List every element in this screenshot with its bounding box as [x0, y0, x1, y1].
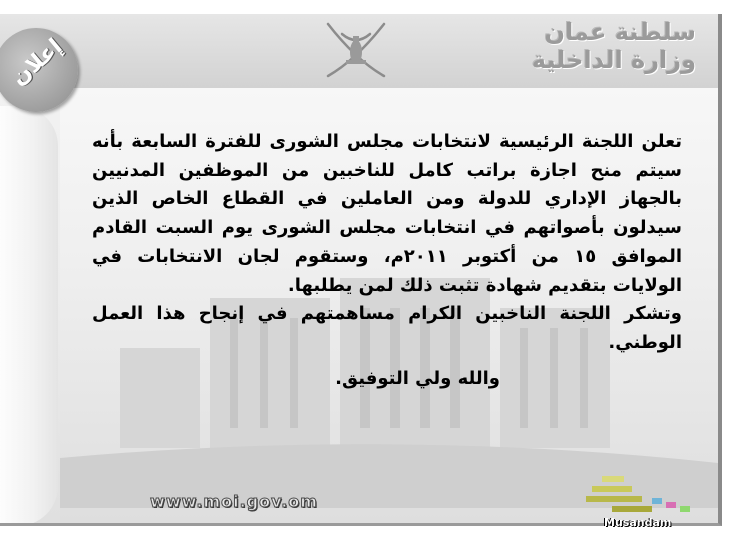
header-line-sultanate: سلطنة عمان [544, 18, 696, 46]
badge-label: إعلان [6, 34, 68, 91]
closing-line: والله ولي التوفيق. [335, 368, 500, 389]
national-emblem-icon [318, 16, 394, 82]
header-banner [0, 14, 718, 91]
announcement-body [60, 88, 718, 526]
announcement-card [0, 14, 722, 526]
announcement-paragraph: وتشكر اللجنة الناخبين الكرام مساهمتهم في إنجاح هذا العمل الوطني. [92, 303, 682, 353]
announcement-paragraph: تعلن اللجنة الرئيسية لانتخابات مجلس الشورى للفترة السابعة بأنه سيتم منح اجازة براتب كامل للناخبين من الموظفين المدنيين بالجهاز الإداري للدولة ومن العاملين في القطاع الخاص الذين سيدلون بأصواتهم في انتخابات مجلس الشورى يوم السبت القادم الموافق ١٥ من أكتوبر ٢٠١١م، وستقوم لجان الانتخابات في الولايات بتقديم شهادة تثبت ذلك لمن يطلبها. [92, 131, 683, 296]
ministry-title [476, 18, 696, 74]
left-decorative-strip [0, 106, 58, 526]
header-line-ministry: وزارة الداخلية [531, 46, 696, 74]
announcement-text [92, 128, 682, 358]
website-url: www.moi.gov.om [150, 492, 318, 511]
musandam-logo-text: Musandam [604, 516, 672, 529]
